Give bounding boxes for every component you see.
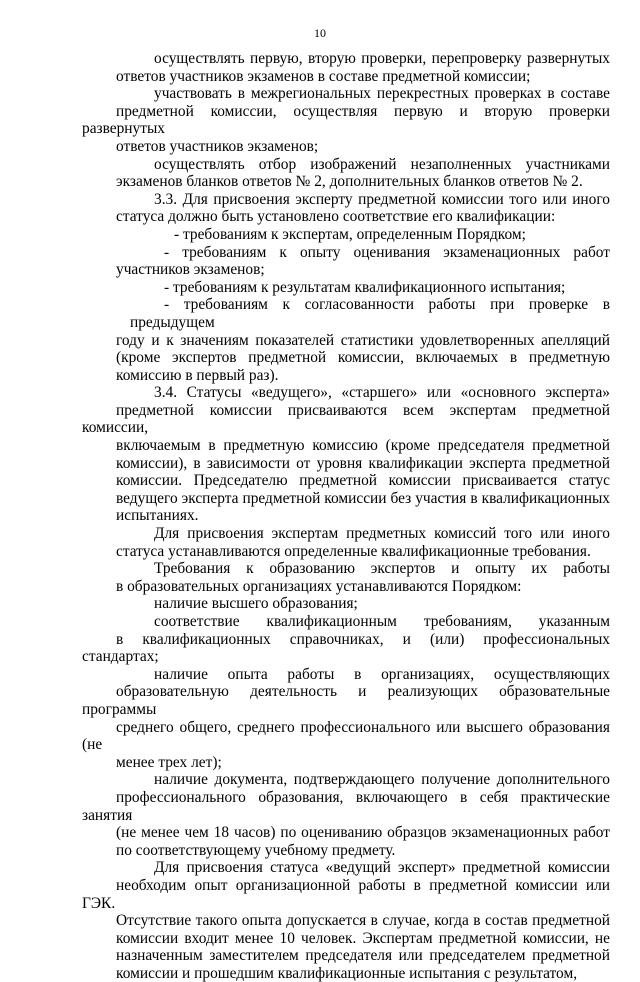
paragraph <box>82 595 610 613</box>
paragraph <box>82 613 610 666</box>
paragraph <box>82 560 610 595</box>
text-line: ведущего эксперта предметной комиссии без участия в квалификационных <box>116 489 610 507</box>
paragraph <box>82 279 610 297</box>
text-line: экзаменов бланков ответов № 2, дополнительных бланков ответов № 2. <box>116 173 583 191</box>
text-line: в квалификационных справочниках, и (или) профессиональных стандартах; <box>82 630 610 666</box>
paragraph <box>82 384 610 525</box>
text-line: году и к значениям показателей статистики удовлетворенных апелляций <box>116 331 610 349</box>
text-line: включаемым в предметную комиссию (кроме председателя предметной <box>116 437 610 455</box>
text-line: Для присвоения экспертам предметных комиссий того или иного <box>154 525 610 543</box>
text-line: участвовать в межрегиональных перекрестных проверках в составе <box>154 85 610 103</box>
text-line: участников экзаменов; <box>116 261 265 279</box>
text-line: испытаниях. <box>116 507 199 525</box>
paragraph <box>82 85 610 155</box>
text-line: комиссии. Председателю предметной комиссии присваивается статус <box>116 472 610 490</box>
text-line: осуществлять отбор изображений незаполненных участниками <box>154 155 610 173</box>
text-line: (кроме экспертов предметной комиссии, включаемых в предметную <box>116 349 610 367</box>
paragraph <box>82 666 610 772</box>
text-line: - требованиям к согласованности работы при проверке в предыдущем <box>130 296 610 331</box>
text-line: комиссию в первый раз). <box>116 366 279 384</box>
text-line: Для присвоения статуса «ведущий эксперт» предметной комиссии <box>154 859 610 877</box>
text-line: статуса должно быть установлено соответствие его квалификации: <box>116 208 556 226</box>
paragraph <box>82 859 610 982</box>
text-line: ответов участников экзаменов; <box>116 137 319 155</box>
paragraph <box>82 226 610 244</box>
text-line: среднего общего, среднего профессионального или высшего образования (не <box>82 718 610 754</box>
text-line: - требованиям к экспертам, определенным Порядком; <box>174 225 526 243</box>
paragraph <box>82 771 610 859</box>
text-line: образовательную деятельность и реализующих образовательные программы <box>82 683 610 718</box>
paragraph <box>82 525 610 560</box>
text-line: наличие документа, подтверждающего получение дополнительного <box>154 771 610 789</box>
text-line: 3.4. Статусы «ведущего», «старшего» или «основного эксперта» <box>154 384 610 402</box>
paragraph <box>82 191 610 226</box>
text-line: 3.3. Для присвоения эксперту предметной комиссии того или иного <box>154 190 610 208</box>
document-body <box>82 50 610 982</box>
text-line: комиссии входит менее 10 человек. Экспертам предметной комиссии, не <box>116 929 610 947</box>
text-line: менее трех лет); <box>116 753 222 771</box>
text-line: профессионального образования, включающего в себя практические занятия <box>82 788 610 824</box>
text-line: статуса устанавливаются определенные квалификационные требования. <box>116 542 591 560</box>
text-line: Отсутствие такого опыта допускается в случае, когда в состав предметной <box>116 912 610 930</box>
page-number: 10 <box>314 26 326 40</box>
paragraph <box>82 156 610 191</box>
paragraph <box>82 50 610 85</box>
text-line: предметной комиссии присваиваются всем экспертам предметной комиссии, <box>82 401 610 437</box>
text-line: соответствие квалификационным требованиям, указанным <box>154 613 610 630</box>
text-line: наличие опыта работы в организациях, осуществляющих <box>154 665 610 683</box>
paragraph <box>82 296 610 384</box>
text-line: - требованиям к опыту оценивания экзаменационных работ <box>164 243 610 261</box>
text-line: - требованиям к результатам квалификационного испытания; <box>164 278 566 296</box>
text-line: назначенным заместителем председателя или председателем предметной <box>116 947 610 965</box>
text-line: осуществлять первую, вторую проверки, перепроверку развернутых <box>154 50 610 67</box>
text-line: ответов участников экзаменов в составе предметной комиссии; <box>116 67 531 85</box>
text-line: Требования к образованию экспертов и опыту их работы <box>154 560 610 578</box>
text-line: в образовательных организациях устанавливаются Порядком: <box>116 577 522 595</box>
text-line: предметной комиссии, осуществляя первую и вторую проверки развернутых <box>82 102 610 138</box>
text-line: (не менее чем 18 часов) по оцениванию образцов экзаменационных работ <box>116 824 610 842</box>
text-line: комиссии), в зависимости от уровня квалификации эксперта предметной <box>116 454 610 472</box>
text-line: наличие высшего образования; <box>154 595 358 613</box>
text-line: комиссии и прошедшим квалификационные испытания с результатом, <box>116 964 578 982</box>
text-line: по соответствующему учебному предмету. <box>116 841 396 859</box>
text-line: необходим опыт организационной работы в предметной комиссии или ГЭК. <box>82 876 610 912</box>
paragraph <box>82 244 610 279</box>
